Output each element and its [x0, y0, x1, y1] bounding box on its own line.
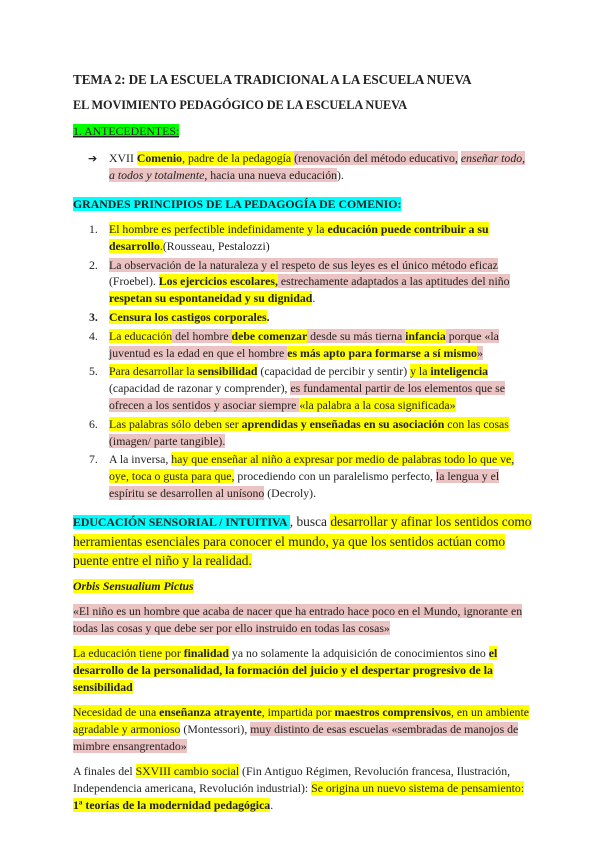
- list-item: 4. La educación del hombre debe comenzar desde su más tierna infancia porque «la juventud es la edad en que el hombre es más apto para formarse a sí mismo»: [89, 328, 499, 360]
- antecedente-item: ➔ XVII Comenio, padre de la pedagogía (renovación del método educativo, enseñar todo, a todos y totalmente, hacia una nueva educación).: [88, 151, 526, 182]
- quote-paragraph: «El niño es un hombre que acaba de nacer que ha entrado hace poco en el Mundo, ignorante en todas las cosas y que debe ser por ello instruido en todas las cosas»: [73, 603, 523, 635]
- list-item: 6. Las palabras sólo deben ser aprendidas y enseñadas en su asociación con las cosas (imagen/ parte tangible).: [89, 416, 509, 448]
- finales-paragraph: A finales del SXVIII cambio social (Fin Antiguo Régimen, Revolución francesa, Ilustración, Independencia americana, Revolución industrial): Se origina un nuevo sistema de pensamiento: 1ª teorías de la modernidad pedagógica.: [73, 763, 525, 812]
- orbis-heading: Orbis Sensualium Pictus: [73, 578, 194, 593]
- educacion-sensorial-paragraph: EDUCACIÓN SENSORIAL / INTUITIVA , busca desarrollar y afinar los sentidos como herramientas esenciales para conocer el mundo, ya que los sentidos actúan como puente entre el niño y la realidad.: [73, 513, 532, 568]
- page-subtitle: EL MOVIMIENTO PEDAGÓGICO DE LA ESCUELA NUEVA: [73, 98, 408, 112]
- list-item: 7. A la inversa, hay que enseñar al niño a expresar por medio de palabras todo lo que ve, oye, toca o gusta para que, procediendo con un paralelismo perfecto, la lengua y el espíritu se desarrollen al unísono (Decroly).: [89, 452, 515, 500]
- principios-list: [73, 221, 533, 502]
- section-heading-antecedentes: 1. ANTECEDENTES:: [73, 124, 180, 138]
- arrow-icon: ➔: [88, 152, 98, 165]
- list-item: 1. El hombre es perfectible indefinidamente y la educación puede contribuir a su desarrollo.(Rousseau, Pestalozzi): [89, 222, 489, 253]
- document-page: [73, 72, 533, 822]
- necesidad-paragraph: Necesidad de una enseñanza atrayente, impartida por maestros comprensivos, en un ambiente agradable y armonioso (Montessori), muy distinto de esas escuelas «sembradas de manojos de mimbre ensangrentado»: [73, 704, 529, 753]
- list-item: 5. Para desarrollar la sensibilidad (capacidad de percibir y sentir) y la inteligencia (capacidad de razonar y comprender), es fundamental partir de los elementos que se ofrecen a los sentidos y asociar siempre «la palabra a la cosa significada»: [89, 364, 506, 412]
- section-heading-principios: GRANDES PRINCIPIOS DE LA PEDAGOGÍA DE COMENIO:: [73, 197, 402, 211]
- list-item: 3. Censura los castigos corporales.: [89, 309, 270, 324]
- list-item: 2. La observación de la naturaleza y el respeto de sus leyes es el único método eficaz (Froebel). Los ejercicios escolares, estrechamente adaptados a las aptitudes del niño respetan su espontaneidad y su dignidad.: [89, 257, 510, 306]
- finalidad-paragraph: La educación tiene por finalidad ya no solamente la adquisición de conocimientos sino el desarrollo de la personalidad, la formación del juicio y el despertar progresivo de la sensibilidad: [73, 645, 498, 694]
- page-title: TEMA 2: DE LA ESCUELA TRADICIONAL A LA ESCUELA NUEVA: [73, 72, 472, 87]
